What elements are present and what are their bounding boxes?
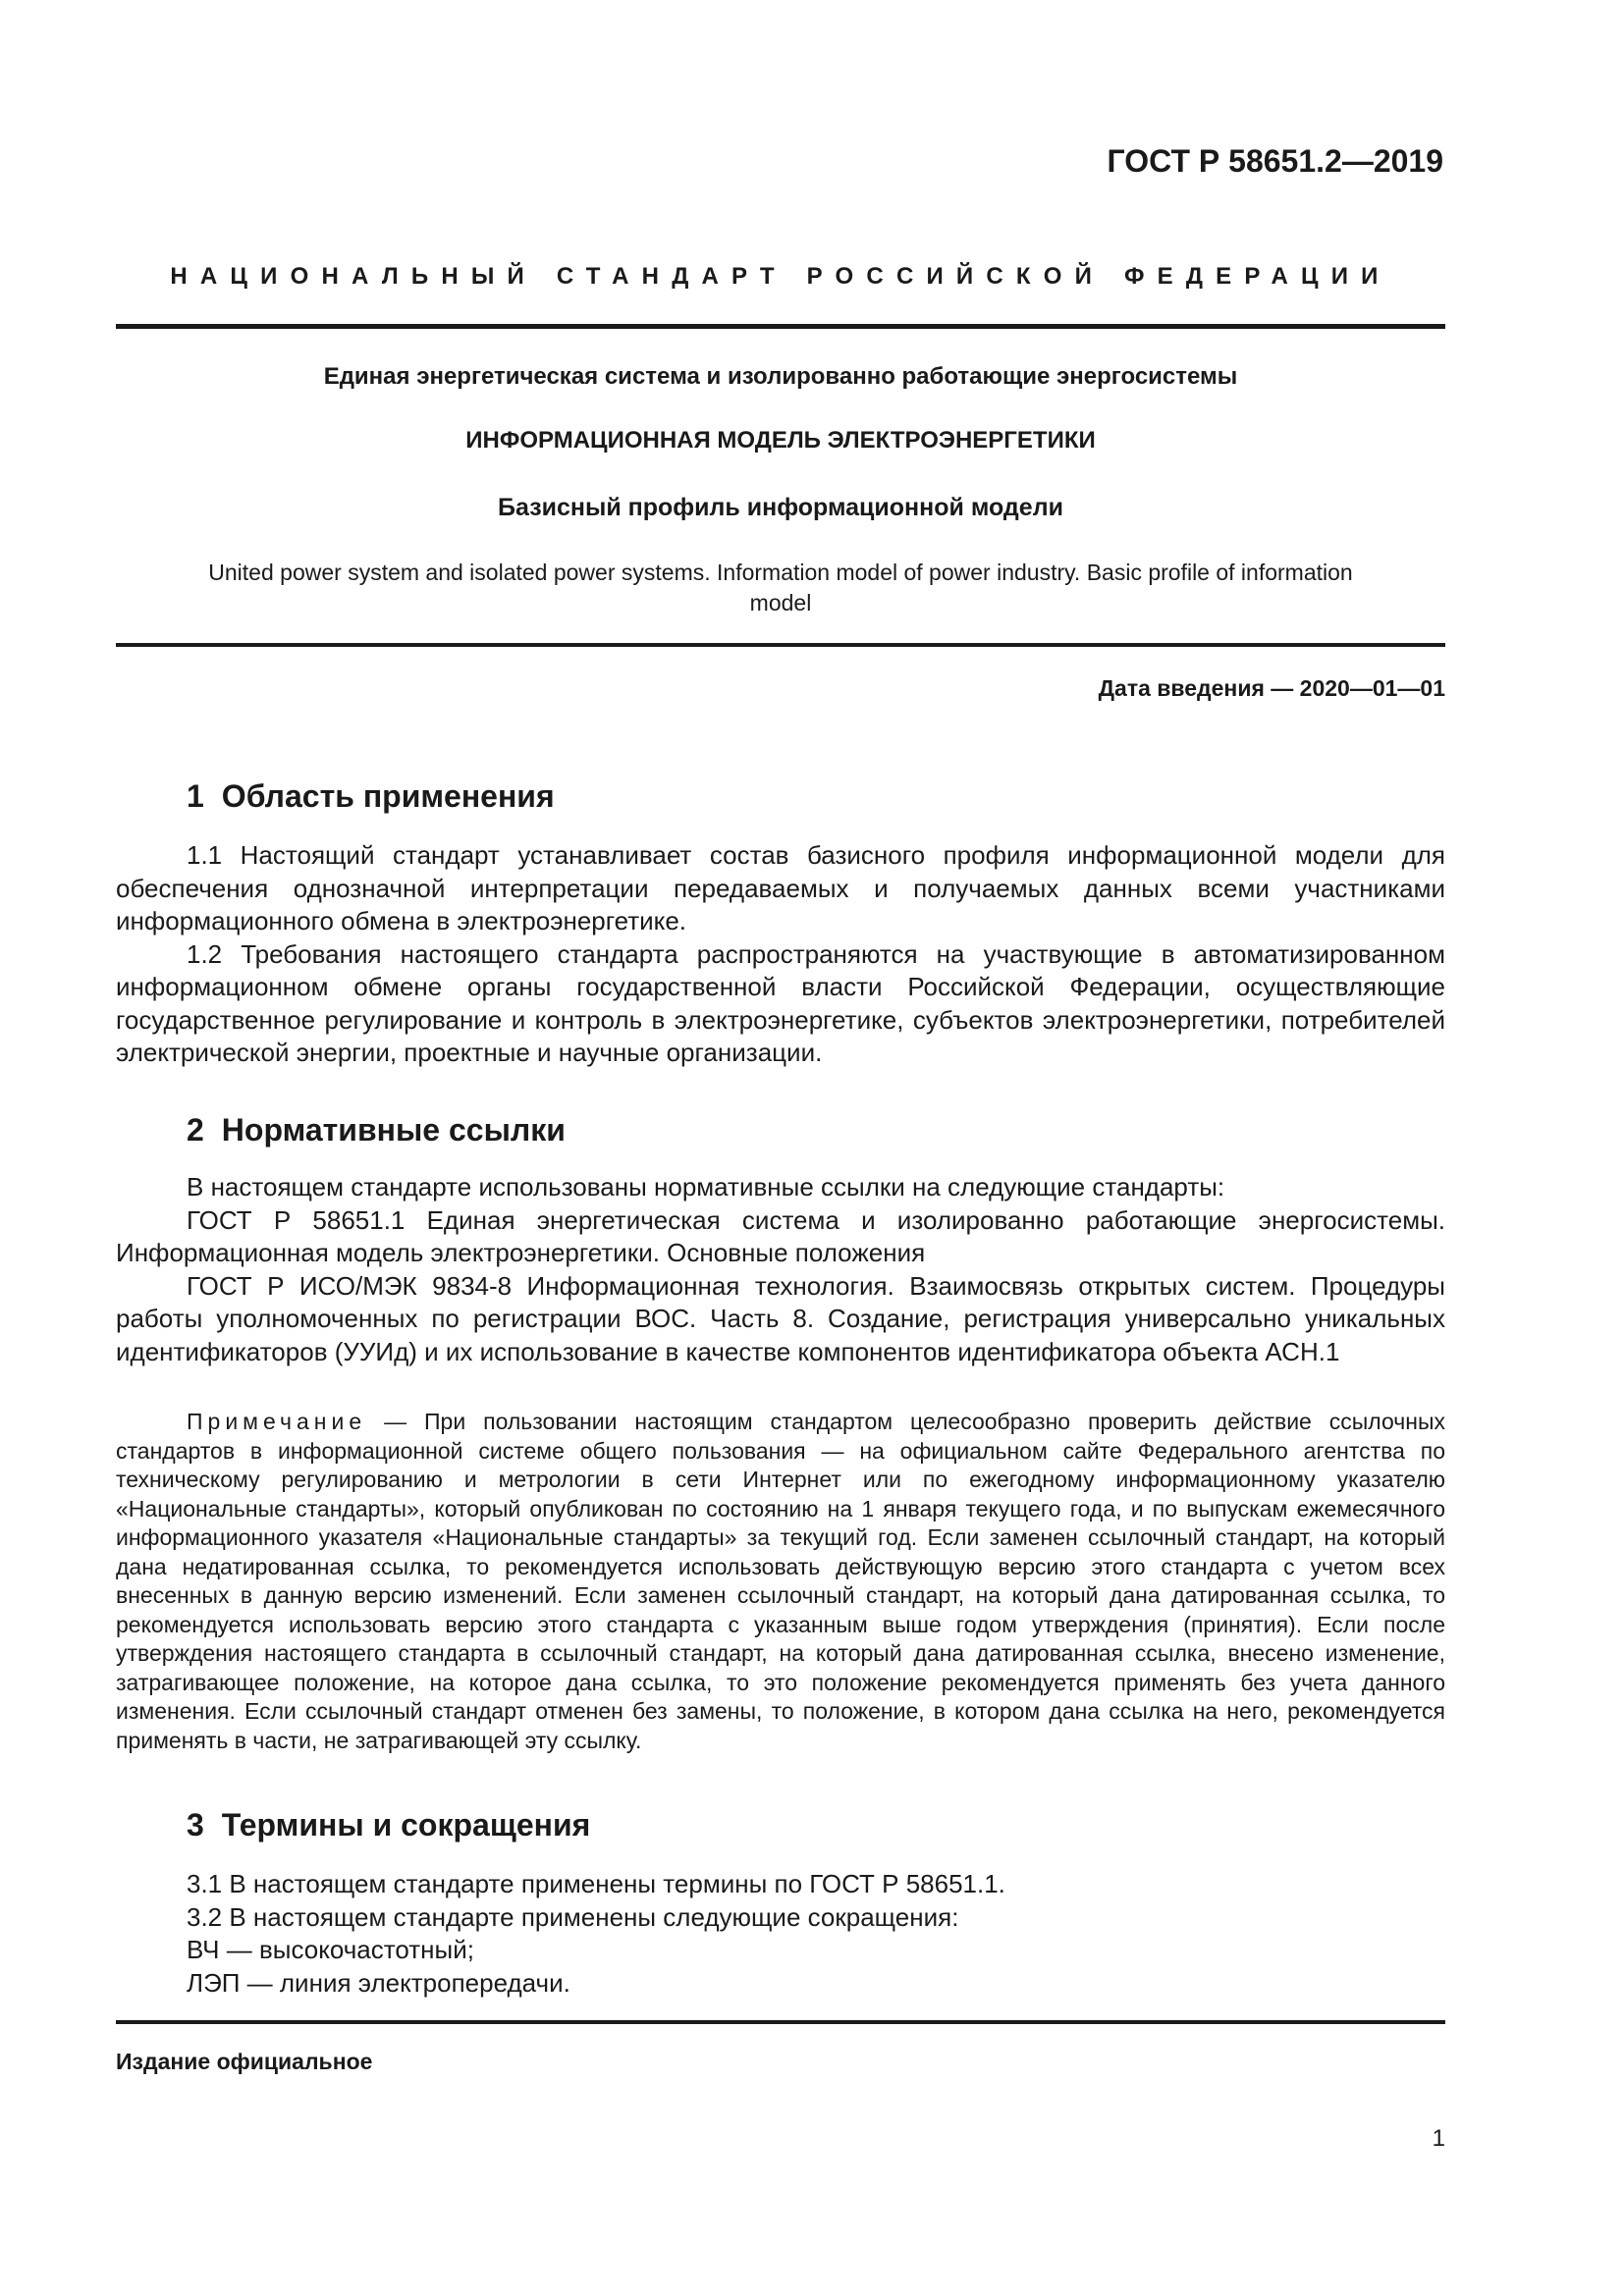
section-1-number: 1 — [187, 778, 204, 814]
title-line-3: Базисный профиль информационной модели — [498, 494, 1063, 521]
section-1-body — [116, 839, 1445, 1070]
paragraph-3-2: 3.2 В настоящем стандарте применены следующие сокращения: — [187, 1901, 959, 1932]
abbreviation-vch: ВЧ — высокочастотный; — [187, 1935, 474, 1964]
paragraph-1-2: 1.2 Требования настоящего стандарта распространяются на участвующие в автоматизированном информационном обмене органы государственной власти Российской Федерации, осуществляющие государственное регулирование и контроль в электроэнергетике, субъектов электроэнергетики, потребителей электрической энергии, проектные и научные организации. — [116, 938, 1445, 1067]
title-rule — [116, 643, 1445, 647]
section-3-number: 3 — [187, 1807, 204, 1842]
section-1-title: Область применения — [221, 778, 555, 814]
national-standard-banner: НАЦИОНАЛЬНЫЙ СТАНДАРТ РОССИЙСКОЙ ФЕДЕРАЦИИ — [170, 263, 1391, 290]
title-line-1: Единая энергетическая система и изолированно работающие энергосистемы — [323, 363, 1238, 390]
official-edition-label: Издание официальное — [116, 2049, 373, 2074]
introduction-date: Дата введения — 2020—01—01 — [1098, 675, 1445, 701]
reference-gost-58651-1: ГОСТ Р 58651.1 Единая энергетическая система и изолированно работающие энергосистемы. Информационная модель электроэнергетики. Основные положения — [116, 1204, 1445, 1267]
note-block — [116, 1408, 1445, 1755]
note-text: — При пользовании настоящим стандартом целесообразно проверить действие ссылочных стандартов в информационной системе общего пользования — на официальном сайте Федерального агентства по техническому регулированию и метрологии в сети Интернет или по ежегодному информационному указателю «Национальные стандарты», который опубликован по состоянию на 1 января текущего года, и по выпускам ежемесячного информационного указателя «Национальные стандарты» за текущий год. Если заменен ссылочный стандарт, на который дана недатированная ссылка, то рекомендуется использовать действующую версию этого стандарта с учетом всех внесенных в данную версию изменений. Если заменен ссылочный стандарт, на который дана датированная ссылка, то рекомендуется использовать версию этого стандарта с указанным выше годом утверждения (принятия). Если после утверждения настоящего стандарта в ссылочный стандарт, на который дана датированная ссылка, внесено изменение, затрагивающее положение, на которое дана ссылка, то это положение рекомендуется применять без учета данного изменения. Если ссылочный стандарт отменен без замены, то положение, в котором дана ссылка на него, рекомендуется применять в части, не затрагивающей эту ссылку. — [116, 1409, 1445, 1753]
english-title-line-1: United power system and isolated power systems. Information model of power industry. Basic profile of information — [208, 560, 1353, 585]
section-2-title: Нормативные ссылки — [221, 1112, 566, 1148]
english-title-line-2: model — [749, 590, 812, 615]
page-number: 1 — [1432, 2125, 1445, 2152]
paragraph-1-1: 1.1 Настоящий стандарт устанавливает состав базисного профиля информационной модели для обеспечения однозначной интерпретации передаваемых и получаемых данных всеми участниками информационного обмена в электроэнергетике. — [116, 840, 1445, 935]
footer-rule — [116, 2020, 1445, 2024]
header-rule — [116, 324, 1445, 329]
title-line-2: ИНФОРМАЦИОННАЯ МОДЕЛЬ ЭЛЕКТРОЭНЕРГЕТИКИ — [465, 427, 1096, 454]
section-1-heading — [187, 778, 555, 815]
section-3-title: Термины и сокращения — [221, 1807, 591, 1842]
section-3-body — [187, 1868, 1443, 2000]
note-label: Примечание — [187, 1409, 367, 1434]
section-3-heading — [187, 1807, 590, 1843]
document-code: ГОСТ Р 58651.2—2019 — [1107, 143, 1443, 179]
note-paragraph — [116, 1408, 1445, 1755]
section-2-heading — [187, 1112, 566, 1148]
paragraph-2-intro: В настоящем стандарте использованы нормативные ссылки на следующие стандарты: — [187, 1172, 1225, 1201]
paragraph-3-1: 3.1 В настоящем стандарте применены термины по ГОСТ Р 58651.1. — [187, 1869, 1005, 1898]
reference-iso-9834-8: ГОСТ Р ИСО/МЭК 9834-8 Информационная технология. Взаимосвязь открытых систем. Процедуры работы уполномоченных по регистрации ВОС. Часть 8. Создание, регистрация универсально уникальных идентификаторов (УУИд) и их использование в качестве компонентов идентификатора объекта АСН.1 — [116, 1270, 1445, 1366]
english-title — [137, 558, 1424, 618]
section-2-body — [116, 1171, 1445, 1368]
abbreviation-lep: ЛЭП — линия электропередачи. — [187, 1967, 570, 1998]
section-2-number: 2 — [187, 1112, 204, 1148]
